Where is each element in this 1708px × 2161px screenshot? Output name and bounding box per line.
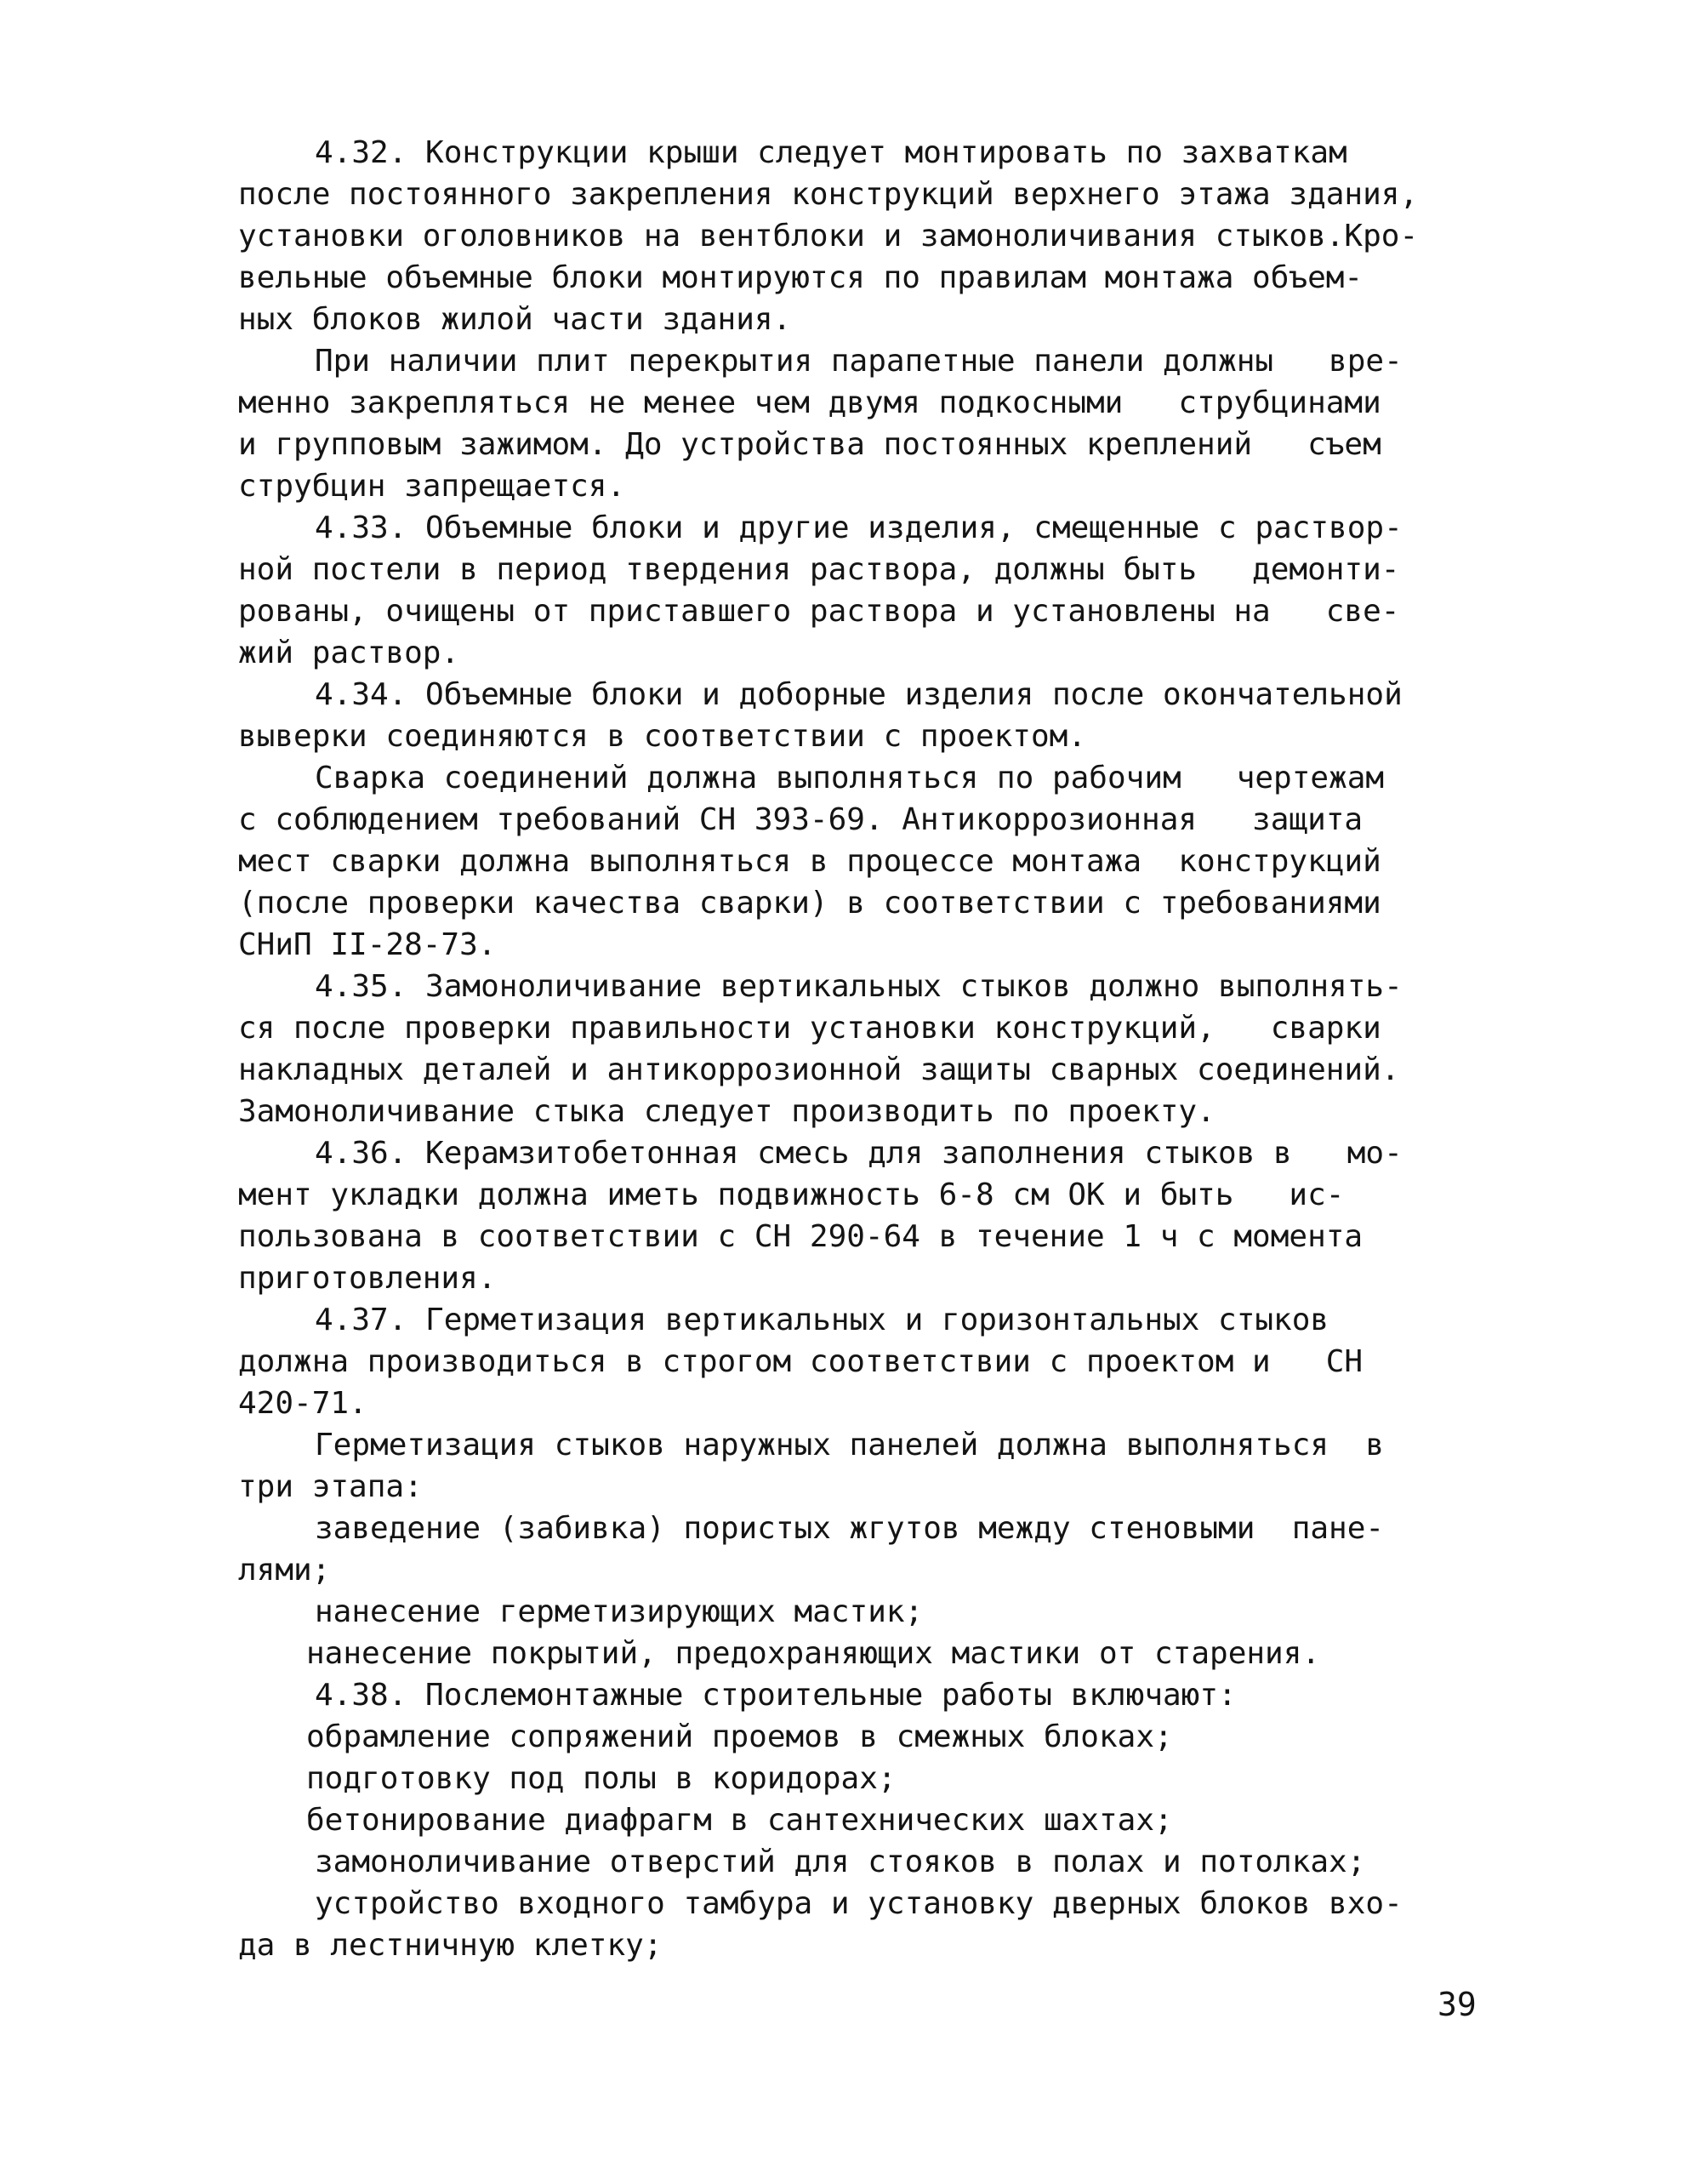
text-line: ся после проверки правильности установки конструкций, сварки xyxy=(238,1011,1381,1046)
text-line: 4.35. Замоноличивание вертикальных стыков должно выполнять- xyxy=(315,969,1403,1004)
text-line: вельные объемные блоки монтируются по правилам монтажа объем- xyxy=(238,260,1364,295)
text-line: накладных деталей и антикоррозионной защиты сварных соединений. xyxy=(238,1052,1400,1087)
text-line: после постоянного закрепления конструкций верхнего этажа здания, xyxy=(238,177,1419,212)
text-line: приготовления. xyxy=(238,1261,497,1296)
text-line: подготовку под полы в коридорах; xyxy=(306,1761,897,1796)
text-line: жий раствор. xyxy=(238,636,460,670)
text-line: устройство входного тамбура и установку дверных блоков вхо- xyxy=(315,1886,1403,1921)
text-line: Сварка соединений должна выполняться по рабочим чертежам xyxy=(315,761,1385,795)
text-line: установки оголовников на вентблоки и замоноличивания стыков.Кро- xyxy=(238,219,1419,254)
text-line: обрамление сопряжений проемов в смежных блоках; xyxy=(306,1719,1173,1754)
text-line: 4.38. Послемонтажные строительные работы включают: xyxy=(315,1678,1237,1713)
text-line: При наличии плит перекрытия парапетные панели должны вре- xyxy=(315,344,1403,379)
page-number: 39 xyxy=(1438,1986,1477,2023)
text-line: ной постели в период твердения раствора, должны быть демонти- xyxy=(238,552,1400,587)
text-line: нанесение герметизирующих мастик; xyxy=(315,1594,924,1629)
text-line: заведение (забивка) пористых жгутов между стеновыми пане- xyxy=(315,1511,1385,1546)
text-line: Герметизация стыков наружных панелей должна выполняться в xyxy=(315,1428,1385,1463)
text-line: и групповым зажимом. До устройства постоянных креплений съем xyxy=(238,427,1381,462)
text-line: да в лестничную клетку; xyxy=(238,1928,663,1963)
text-line: мент укладки должна иметь подвижность 6-8 см ОК и быть ис- xyxy=(238,1177,1345,1212)
text-line: три этапа: xyxy=(238,1469,423,1504)
text-line: лями; xyxy=(238,1553,331,1588)
text-line: 4.33. Объемные блоки и другие изделия, смещенные с раствор- xyxy=(315,510,1403,545)
text-line: замоноличивание отверстий для стояков в полах и потолках; xyxy=(315,1845,1366,1879)
text-line: менно закрепляться не менее чем двумя подкосными струбцинами xyxy=(238,385,1381,420)
text-line: мест сварки должна выполняться в процессе монтажа конструкций xyxy=(238,844,1381,879)
text-line: 4.32. Конструкции крыши следует монтировать по захваткам xyxy=(315,135,1347,170)
text-line: ных блоков жилой части здания. xyxy=(238,302,792,337)
text-line: 420-71. xyxy=(238,1386,367,1421)
text-line: должна производиться в строгом соответствии с проектом и СН xyxy=(238,1344,1364,1379)
text-line: рованы, очищены от приставшего раствора и установлены на све- xyxy=(238,594,1400,629)
text-line: Замоноличивание стыка следует производить по проекту. xyxy=(238,1094,1216,1129)
text-line: 4.36. Керамзитобетонная смесь для заполнения стыков в мо- xyxy=(315,1136,1403,1171)
text-line: выверки соединяются в соответствии с проектом. xyxy=(238,719,1086,754)
text-line: пользована в соответствии с СН 290-64 в течение 1 ч с момента xyxy=(238,1219,1364,1254)
text-line: струбцин запрещается. xyxy=(238,469,626,504)
text-line: 4.34. Объемные блоки и доборные изделия после окончательной xyxy=(315,677,1403,712)
text-line: 4.37. Герметизация вертикальных и горизонтальных стыков xyxy=(315,1303,1329,1337)
text-line: с соблюдением требований СН 393-69. Антикоррозионная защита xyxy=(238,802,1364,837)
text-line: бетонирование диафрагм в сантехнических шахтах; xyxy=(306,1803,1173,1838)
text-line: нанесение покрытий, предохраняющих мастики от старения. xyxy=(306,1636,1321,1671)
text-line: СНиП II-28-73. xyxy=(238,927,497,962)
text-line: (после проверки качества сварки) в соответствии с требованиями xyxy=(238,886,1381,921)
